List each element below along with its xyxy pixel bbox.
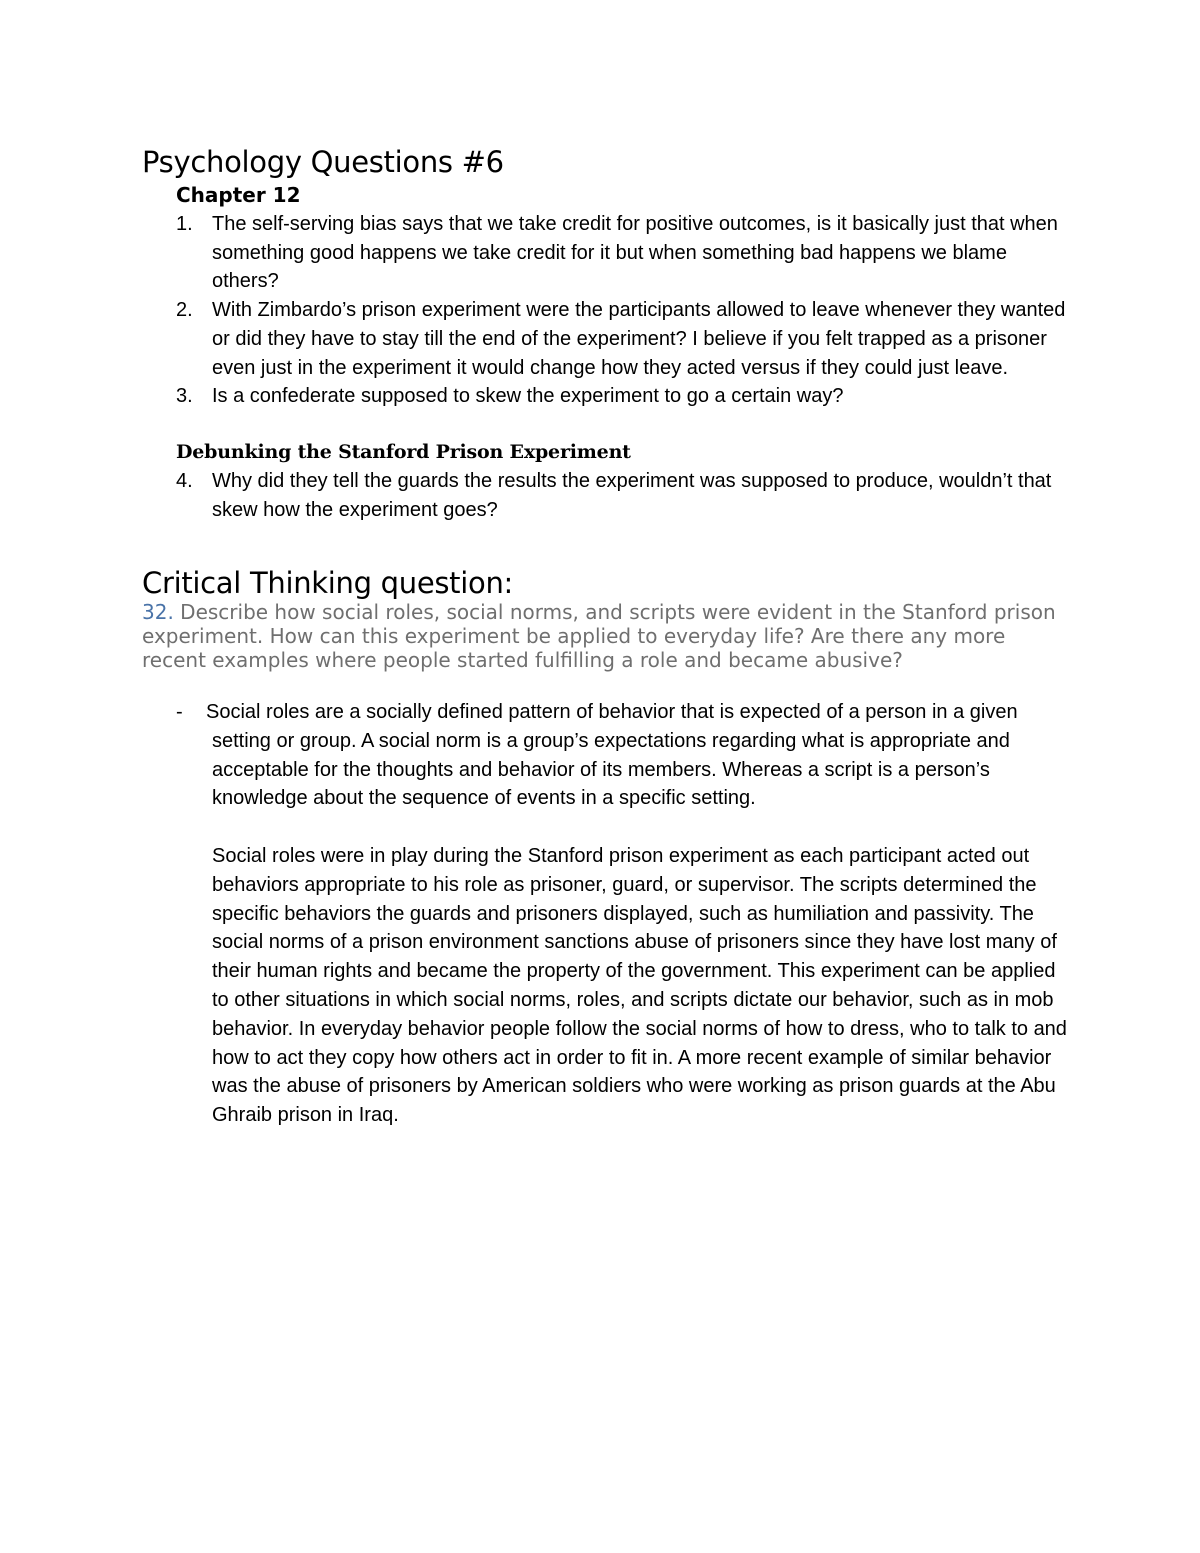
question-text: Is a confederate supposed to skew the experiment to go a certain way? [212, 385, 844, 408]
debunking-question-list [176, 467, 1076, 524]
question-number: 2. [176, 299, 193, 322]
question-text: The self-serving bias says that we take credit for positive outcomes, is it basically just that when something good happens we take credit for it but when something bad happens we blame others? [212, 213, 1058, 293]
question-item [176, 467, 1076, 524]
question-number: 4. [176, 470, 193, 492]
question-item [176, 382, 1076, 411]
answer-paragraph: Social roles are a socially defined pattern of behavior that is expected of a person in a given setting or group. A social norm is a group’s expectations regarding what is appropriate and acceptable for the thoughts and behavior of its members. Whereas a script is a person’s knowledge about the sequence of events in a specific setting. [206, 701, 1018, 810]
question-text: Why did they tell the guards the results the experiment was supposed to produce, wouldn’t that skew how the experiment goes? [212, 470, 1052, 521]
critical-thinking-prompt [142, 600, 1072, 672]
answer-block [176, 698, 1076, 1130]
debunking-heading: Debunking the Stanford Prison Experiment [176, 441, 631, 463]
chapter-heading: Chapter 12 [176, 183, 301, 207]
question-text: With Zimbardo’s prison experiment were the participants allowed to leave whenever they wanted or did they have to stay till the end of the experiment? I believe if you felt trapped as a prisoner even just in the experiment it would change how they acted versus if they could just leave. [212, 299, 1066, 379]
answer-bullet: - [176, 701, 183, 723]
question-number: 1. [176, 213, 193, 235]
question-number: 3. [176, 385, 193, 408]
question-item [176, 296, 1076, 382]
chapter-question-list [176, 210, 1076, 411]
prompt-text: Describe how social roles, social norms, and scripts were evident in the Stanford prison experiment. How can this experiment be applied to everyday life? Are there any more recent examples where people started fulfilling a role and became abusive? [142, 600, 1056, 672]
critical-thinking-heading: Critical Thinking question: [142, 566, 513, 600]
prompt-number: 32. [142, 600, 174, 624]
document-title: Psychology Questions #6 [142, 145, 504, 179]
answer-paragraph: Social roles were in play during the Stanford prison experiment as each participant acted out behaviors appropriate to his role as prisoner, guard, or supervisor. The scripts determined the specific behaviors the guards and prisoners displayed, such as humiliation and passivity. The social norms of a prison environment sanctions abuse of prisoners since they have lost many of their human rights and became the property of the government. This experiment can be applied to other situations in which social norms, roles, and scripts dictate our behavior, such as in mob behavior. In everyday behavior people follow the social norms of how to dress, who to talk to and how to act they copy how others act in order to fit in. A more recent example of similar behavior was the abuse of prisoners by American soldiers who were working as prison guards at the Abu Ghraib prison in Iraq. [212, 844, 1067, 1127]
question-item [176, 210, 1076, 296]
